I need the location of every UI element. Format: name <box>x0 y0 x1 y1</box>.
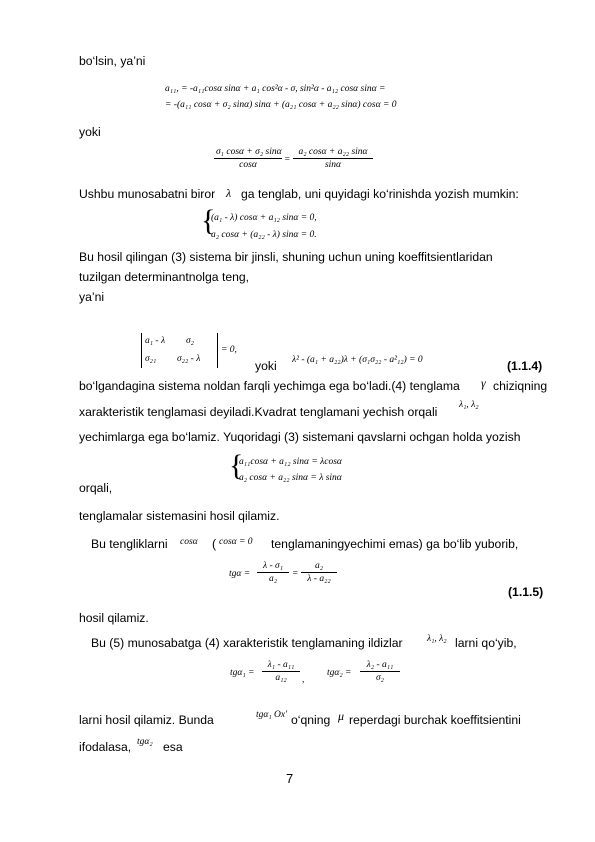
tg-alpha-ox: tgα₁ Ox' <box>256 710 288 720</box>
determinant-bar <box>217 333 218 368</box>
fraction <box>262 660 300 683</box>
text-line: yoki <box>79 125 101 139</box>
text-line: tenglamalar sistemasini hosil qilamiz. <box>79 509 280 523</box>
fraction-numerator: λ - σ₁ <box>257 561 289 573</box>
characteristic-equation: λ² - (a₁ + a₂₂)λ + (σ₁σ₂₂ - a²₁₂) = 0 <box>292 355 423 365</box>
determinant-bar <box>141 333 142 368</box>
fraction <box>214 147 282 170</box>
det-cell: a₁ - λ <box>145 336 166 346</box>
text-line: tenglamaningyechimi emas) ga bo‘lib yuborib, <box>271 537 519 551</box>
lambda-roots: λ₁, λ₂ <box>459 400 479 410</box>
equals-sign: = <box>284 155 291 165</box>
lambda-roots: λ₁, λ₂ <box>427 634 447 644</box>
system-line: (a₁ - λ) cosα + a₁₂ sinα = 0, <box>211 213 317 223</box>
tg-alpha: tgα = <box>229 569 251 579</box>
text-line: ga tenglab, uni quyidagi ko‘rinishda yozish mumkin: <box>241 187 519 201</box>
det-equals: = 0, <box>221 345 237 355</box>
cos-alpha-zero: cosα = 0 <box>219 537 253 547</box>
fraction <box>301 561 337 584</box>
tg-alpha-2: tgα₂ <box>137 737 153 747</box>
text-line: bo‘lsin, ya’ni <box>79 54 146 68</box>
text-line: o‘qning <box>291 713 331 727</box>
text-line: reperdagi burchak koeffitsientini <box>349 713 521 727</box>
fraction-denominator: σ₂ <box>376 673 384 683</box>
system-line: a₂ cosα + a₂₂ sinα = λ sinα <box>239 473 342 483</box>
text-line: hosil qilamiz. <box>79 611 149 625</box>
fraction-numerator: λ₁ - a₁₁ <box>262 660 300 672</box>
text-line: esa <box>163 740 183 754</box>
fraction <box>360 660 400 683</box>
fraction-numerator: σ₁ cosα + σ₂ sinα <box>216 147 282 157</box>
text-line: bo‘lgandagina sistema noldan farqli yechimga ega bo‘ladi.(4) tenglama <box>79 379 460 393</box>
det-cell: σ₂₂ - λ <box>177 354 201 364</box>
text-line: tuzilgan determinantnolga teng, <box>79 270 250 284</box>
text-line: ( <box>212 537 217 551</box>
gamma-symbol: γ <box>481 376 486 390</box>
fraction-denominator: cosα <box>239 160 257 170</box>
text-line: yechimlarga ega bo‘lamiz. Yuqoridagi (3) sistemani qavslarni ochgan holda yozish <box>79 430 521 444</box>
det-cell: σ₂ <box>186 336 194 346</box>
text-line: Bu hosil qilingan (3) sistema bir jinsli, shuning uchun uning koeffitsientlaridan <box>79 250 493 264</box>
system-brace: { <box>201 204 216 237</box>
fraction-denominator: a₂ <box>268 574 278 584</box>
det-cell: σ₂₁ <box>145 354 157 364</box>
fraction-denominator: sinα <box>324 160 342 170</box>
comma: , <box>302 675 305 685</box>
equation-number: (1.1.4) <box>507 359 543 373</box>
fraction <box>293 147 373 170</box>
equals-sign: = <box>292 569 299 579</box>
system-line: a₁₁cosα + a₁₂ sinα = λcosα <box>239 457 342 467</box>
tg-alpha-1: tgα₁ = <box>230 668 255 678</box>
fraction <box>257 561 289 584</box>
tg-alpha-2: tgα₂ = <box>327 668 352 678</box>
page-number: 7 <box>286 771 294 786</box>
fraction-denominator: a₁₂ <box>275 673 287 683</box>
text-line: ya’ni <box>79 290 105 304</box>
text-line: larni qo‘yib, <box>455 636 517 650</box>
lambda-symbol: λ <box>226 186 232 200</box>
mu-symbol: μ <box>338 709 345 723</box>
text-line: chiziqning <box>493 379 548 393</box>
system-line: a₂ cosα + (a₂₂ - λ) sinα = 0. <box>211 230 317 240</box>
cos-alpha: cosα <box>180 537 198 547</box>
fraction-numerator: λ₂ - a₁₁ <box>360 660 400 672</box>
system-brace: { <box>229 449 244 482</box>
text-line: Bu tengliklarni <box>91 537 168 551</box>
text-line: yoki <box>255 359 277 373</box>
text-line: xarakteristik tenglamasi deyiladi.Kvadrat tenglamani yechish orqali <box>79 405 438 419</box>
fraction-numerator: a₂ <box>301 561 337 573</box>
fraction-denominator: λ - a₂₂ <box>307 574 331 584</box>
text-line: Ushbu munosabatni biror <box>79 187 216 201</box>
text-line: Bu (5) munosabatga (4) xarakteristik tenglamaning ildizlar <box>91 636 403 650</box>
text-line: orqali, <box>79 481 113 495</box>
equation-number: (1.1.5) <box>508 585 544 599</box>
equation-line: = -(a₁₁ cosα + σ₂ sinα) sinα + (a₂₁ cosα + a₂₂ sinα) cosα = 0 <box>165 100 397 110</box>
text-line: larni hosil qilamiz. Bunda <box>79 713 214 727</box>
fraction-numerator: a₂ cosα + a₂₂ sinα <box>293 147 373 159</box>
equation-line: a₁₁, = -a₁₁cosα sinα + a₁ cos²α - σ, sin²α - a₁₂ cosα sinα = <box>165 84 386 94</box>
text-line: ifodalasa, <box>79 740 132 754</box>
